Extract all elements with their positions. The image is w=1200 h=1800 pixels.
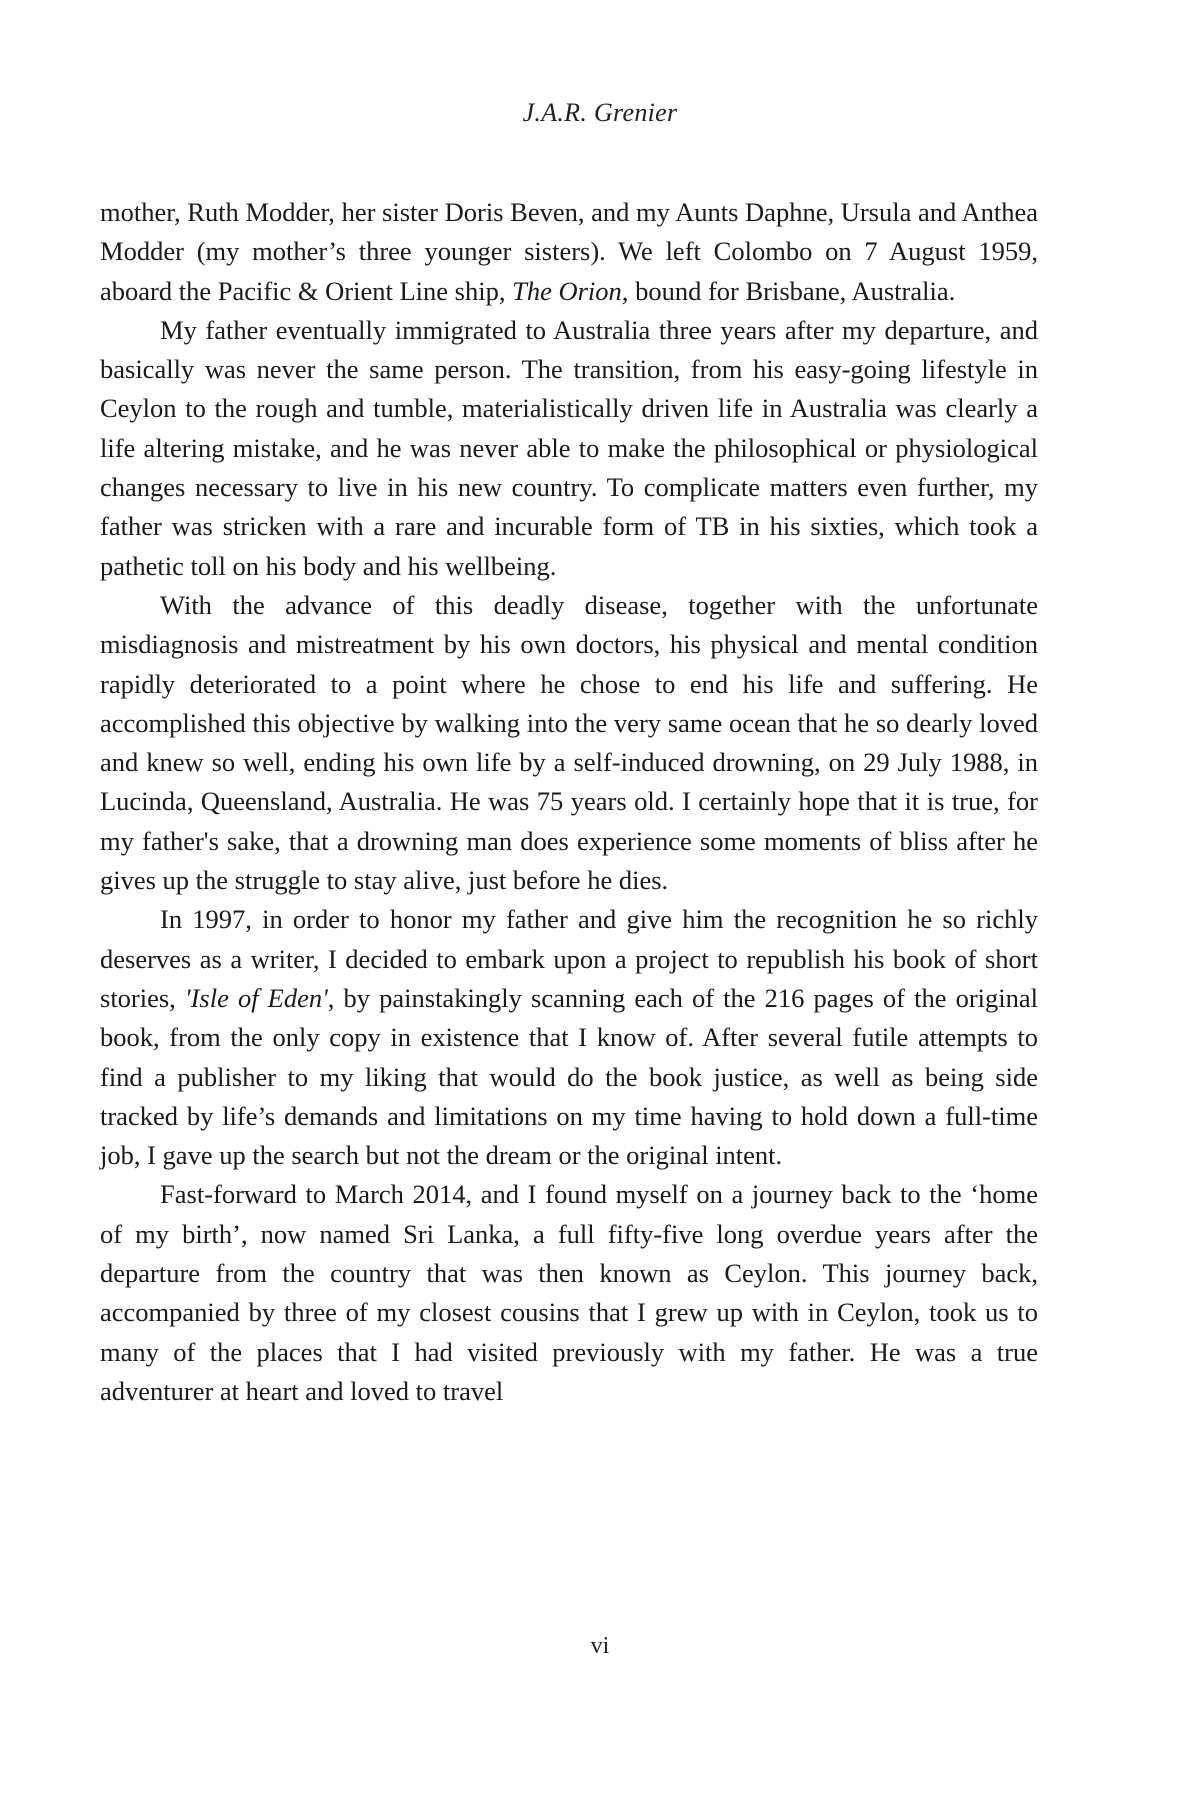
running-head: J.A.R. Grenier xyxy=(522,98,678,127)
paragraph-1-text-b: bound for Brisbane, Australia. xyxy=(628,275,956,306)
paragraph-3: With the advance of this deadly disease, together with the unfortunate misdiagnosis and mistreatment by his own doctors, his physical and mental condition rapidly deteriorated to a point where he chose to end his life and suffering. He accomplished this objective by walking into the very same ocean that he so dearly loved and knew so well, ending his own life by a self-induced drowning, on 29 July 1988, in Lucinda, Queensland, Australia. He was 75 years old. I certainly hope that it is true, for my father's sake, that a drowning man does experience some moments of bliss after he gives up the struggle to stay alive, just before he dies. xyxy=(100,589,1038,896)
paragraph-4-text-b: , by painstakingly scanning each of the 216 pages of the original book, from the only copy in existence that I know of. After several futile attempts to find a publisher to my liking that would do the book justice, as well as being side tracked by life’s demands and limitations on my time having to hold down a full-time job, I gave up the search but not the dream or the original intent. xyxy=(100,982,1038,1171)
paragraph-1-text-a: mother, Ruth Modder, her sister Doris Beven, and my Aunts Daphne, Ursula and Anthea Modder (my mother’s three younger sisters). We left Colombo on 7 August 1959, aboard the Pacific & Orient Line ship, xyxy=(100,197,1038,306)
ship-name: The Orion, xyxy=(512,275,629,306)
paragraph-5: Fast-forward to March 2014, and I found myself on a journey back to the ‘home of my birth’, now named Sri Lanka, a full fifty-five long overdue years after the departure from the country that was then known as Ceylon. This journey back, accompanied by three of my closest cousins that I grew up with in Ceylon, took us to many of the places that I had visited previously with my father. He was a true adventurer at heart and loved to travel xyxy=(100,1179,1038,1406)
paragraph-1 xyxy=(100,193,1038,311)
page-number: vi xyxy=(590,1633,610,1659)
paragraph-4-text-a: In 1997, in order to honor my father and give him the recognition he so richly deserves as a writer, I decided to embark upon a project to republish his book of short stories, xyxy=(100,904,1038,1013)
book-title: 'Isle of Eden' xyxy=(184,982,328,1013)
body-text xyxy=(100,193,1038,1411)
paragraph-2: My father eventually immigrated to Australia three years after my departure, and basically was never the same person. The transition, from his easy-going lifestyle in Ceylon to the rough and tumble, materialistically driven life in Australia was clearly a life altering mistake, and he was never able to make the philosophical or physiological changes necessary to live in his new country. To complicate matters even further, my father was stricken with a rare and incurable form of TB in his sixties, which took a pathetic toll on his body and his wellbeing. xyxy=(100,314,1038,581)
paragraph-4 xyxy=(100,900,1038,1175)
